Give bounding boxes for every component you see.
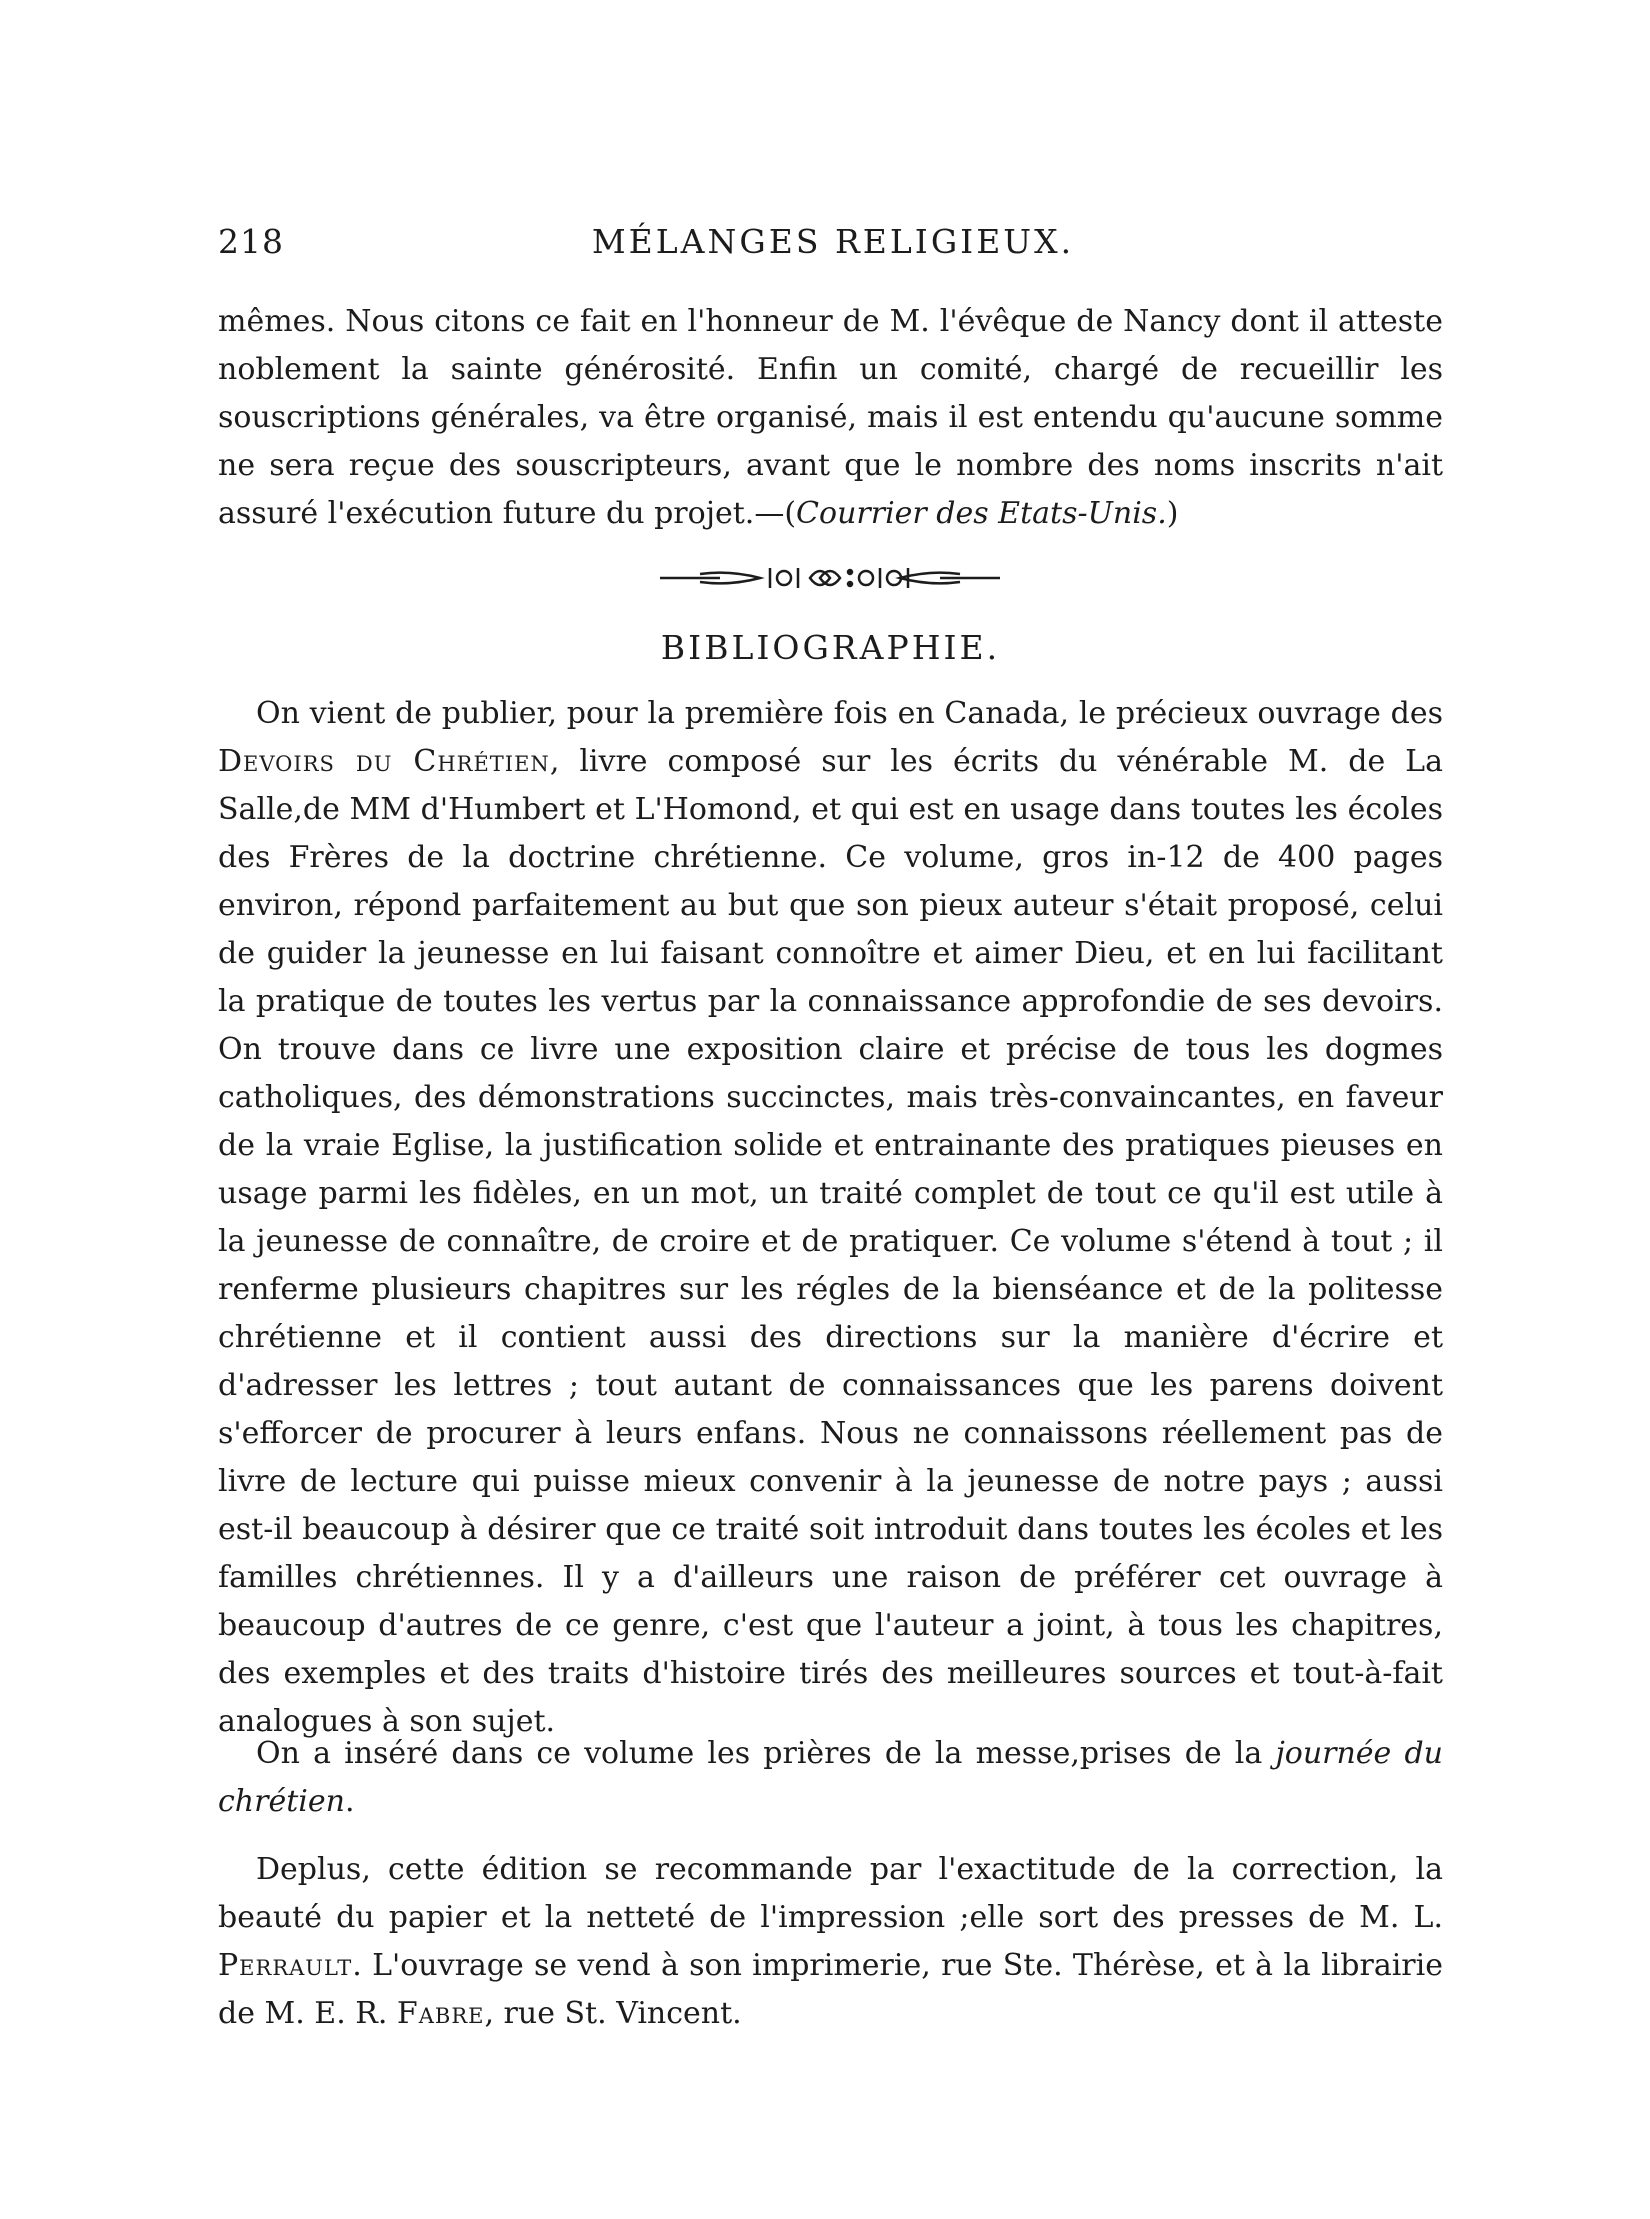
paragraph-text: On vient de publier, pour la première fois en Canada, le précieux ouvrage des (256, 696, 1443, 731)
bookseller-name: Fabre (396, 1996, 485, 2031)
paragraph-text: Deplus, cette édition se recommande par l'exactitude de la correction, la beauté du papier et la netteté de l'impression ;elle sort des presses de M. L. (218, 1852, 1443, 1935)
bibliography-paragraph-2 (218, 1730, 1443, 1826)
book-title: Devoirs du Chrétien (218, 744, 550, 779)
running-title: MÉLANGES RELIGIEUX. (591, 222, 1075, 261)
page-header (218, 222, 1448, 272)
bibliography-paragraph-3 (218, 1846, 1443, 2038)
paragraph-text: On a inséré dans ce volume les prières de la messe,prises de la (256, 1736, 1276, 1771)
page-number: 218 (218, 222, 284, 261)
printer-name: Perrault (218, 1948, 353, 1983)
source-citation: Courrier des Etats-Unis. (796, 496, 1167, 531)
paragraph-text: . (344, 1784, 355, 1819)
section-title: BIBLIOGRAPHIE. (660, 628, 1001, 667)
paragraph-text: , rue St. Vincent. (484, 1996, 742, 2031)
paragraph-text: , livre composé sur les écrits du vénérable M. de La Salle,de MM d'Humbert et L'Homond, et qui est en usage dans toutes les écoles des Frères de la doctrine chrétienne. Ce volume, gros in-12 de 400 pages environ, répond parfaitement au but que son pieux auteur s'était proposé, celui de guider la jeunesse en lui faisant connoître et aimer Dieu, et en lui facilitant la pratique de toutes les vertus par la connaissance approfondie de ses devoirs. On trouve dans ce livre une exposition claire et précise de tous les dogmes catholiques, des démonstrations succinctes, mais très-convaincantes, en faveur de la vraie Eglise, la justification solide et entrainante des pratiques pieuses en usage parmi les fidèles, en un mot, un traité complet de tout ce qu'il est utile à la jeunesse de connaître, de croire et de pratiquer. Ce volume s'étend à tout ; il renferme plusieurs chapitres sur les régles de la bienséance et de la politesse chrétienne et il contient aussi des directions sur la manière d'écrire et d'adresser les lettres ; tout autant de connaissances que les parens doivent s'efforcer de procurer à leurs enfans. Nous ne connaissons réellement pas de livre de lecture qui puisse mieux convenir à la jeunesse de notre pays ; aussi est-il beaucoup à désirer que ce traité soit introduit dans toutes les écoles et les familles chrétiennes. Il y a d'ailleurs une raison de préférer cet ouvrage à beaucoup d'autres de ce genre, c'est que l'auteur a joint, à tous les chapitres, des exemples et des traits d'histoire tirés des meilleures sources et tout-à-fait analogues à son sujet. (218, 744, 1443, 1739)
prayer-book-title: journée du chrétien (218, 1736, 1443, 1819)
bibliography-paragraph-1 (218, 690, 1443, 1746)
paragraph-text: . L'ouvrage se vend à son imprimerie, rue Ste. Thérèse, et à la librairie de (218, 1948, 1443, 2031)
intro-paragraph (218, 298, 1443, 538)
intro-close: ) (1166, 496, 1179, 531)
bookseller-initials: M. E. R. (264, 1996, 397, 2031)
intro-text: mêmes. Nous citons ce fait en l'honneur de M. l'évêque de Nancy dont il atteste noblement la sainte générosité. Enfin un comité, chargé de recueillir les souscriptions générales, va être organisé, mais il est entendu qu'aucune somme ne sera reçue des souscripteurs, avant que le nombre des noms inscrits n'ait assuré l'exécution future du projet.—( (218, 304, 1443, 531)
decorative-divider-icon (660, 560, 1000, 596)
